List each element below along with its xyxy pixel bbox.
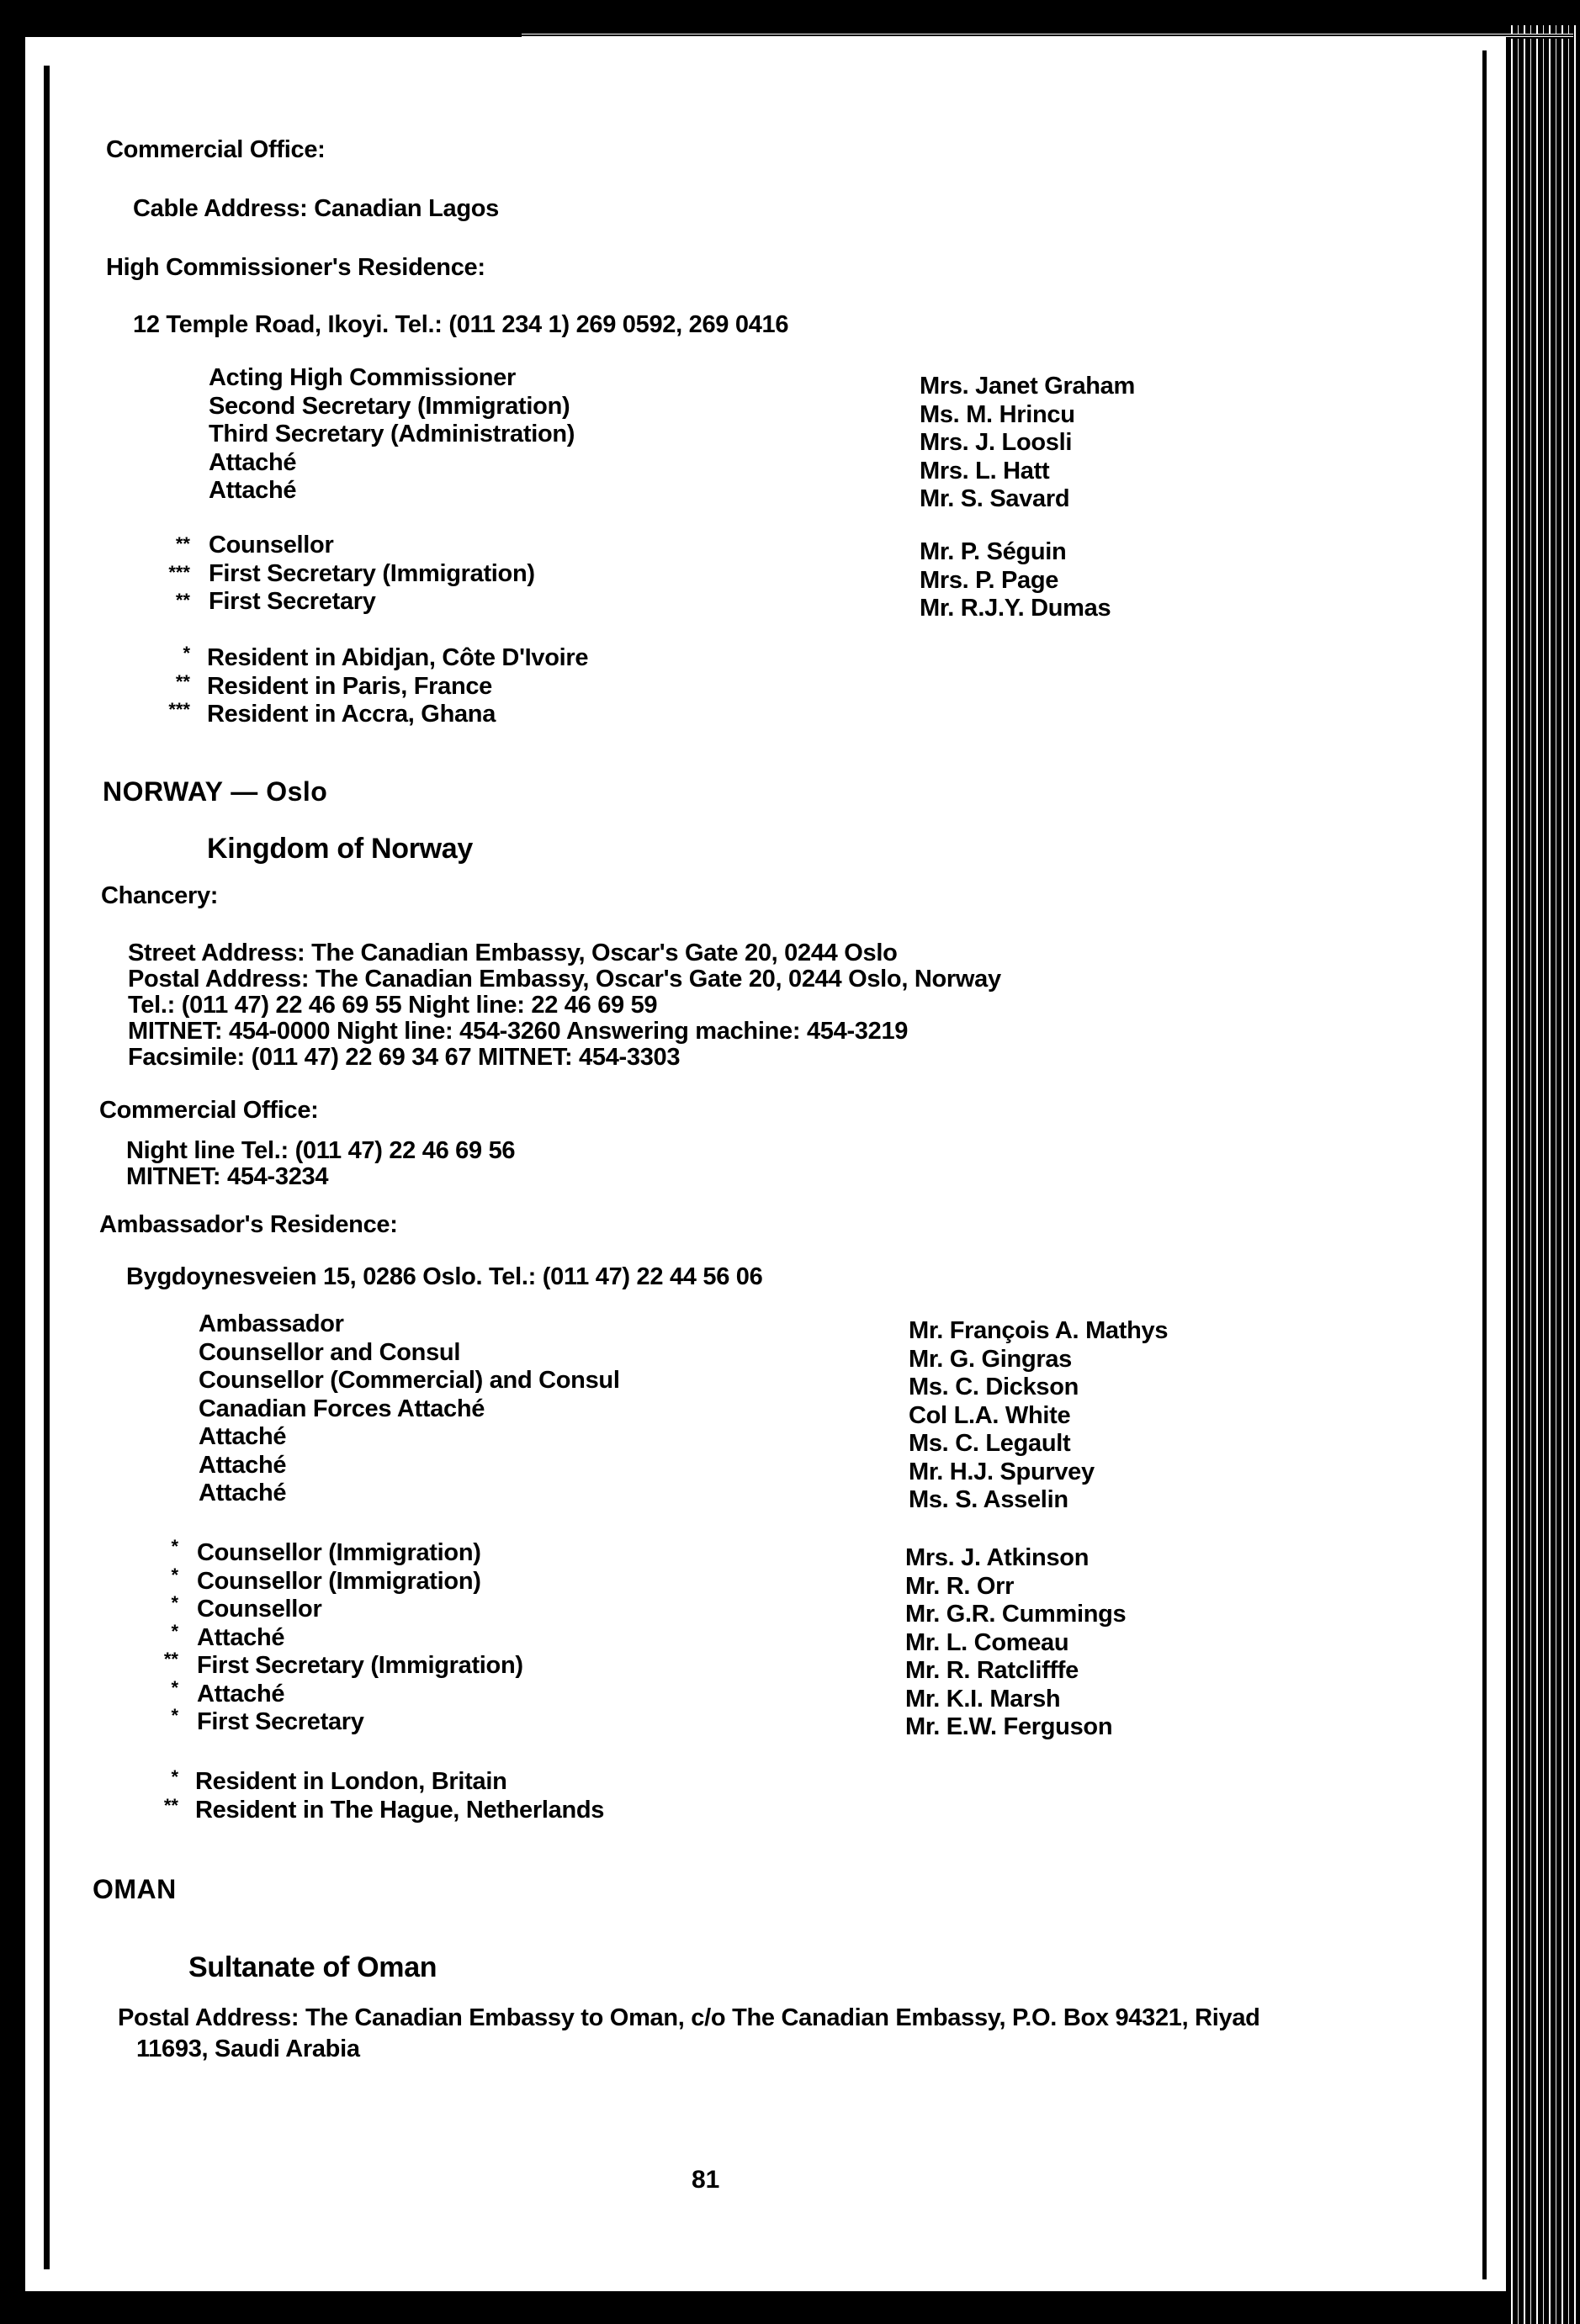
chancery-line: Tel.: (011 47) 22 46 69 55 Night line: 22 46 69 59 [128,992,658,1019]
staff-title: Counsellor (Immigration) [197,1539,481,1566]
commercial-line: Night line Tel.: (011 47) 22 46 69 56 [126,1137,516,1164]
oman-postal-line: Postal Address: The Canadian Embassy to Oman, c/o The Canadian Embassy, P.O. Box 94321, Riyad [118,2004,1260,2031]
commercial-office-heading: Commercial Office: [106,136,326,163]
footnote-mark: ** [175,590,190,611]
staff-title: First Secretary (Immigration) [209,559,535,587]
norway-heading: NORWAY — Oslo [103,776,328,807]
nigeria-note-marks [156,639,190,724]
staff-title: First Secretary [209,588,376,615]
staff-name: Ms. C. Dickson [909,1374,1079,1400]
footnote-text: Resident in Accra, Ghana [207,701,496,728]
norway-nonres-names [905,1544,1126,1742]
norway-notes [195,1768,604,1824]
footnote-text: Resident in The Hague, Netherlands [195,1796,605,1824]
norway-nonres-titles [197,1539,523,1737]
staff-name: Mr. François A. Mathys [909,1317,1169,1344]
footnote-mark: *** [168,699,190,720]
nigeria-nonres-names [920,538,1111,623]
staff-title: First Secretary (Immigration) [197,1652,523,1679]
footnote-mark: * [171,1536,178,1557]
norway-staff-names [909,1317,1168,1515]
ambassador-residence-heading: Ambassador's Residence: [99,1211,398,1238]
norway-note-marks [145,1763,178,1819]
staff-title: Second Secretary (Immigration) [209,392,570,420]
footnote-mark: *** [168,561,190,583]
footnote-text: Resident in Paris, France [207,672,493,700]
ambassador-residence-address: Bygdoynesveien 15, 0286 Oslo. Tel.: (011 47) 22 44 56 06 [126,1263,763,1290]
staff-title: Counsellor (Commercial) and Consul [199,1367,620,1394]
staff-title: Attaché [199,1480,287,1506]
staff-name: Mr. R. Ratclifffe [905,1657,1079,1684]
staff-title: Canadian Forces Attaché [199,1395,485,1422]
staff-name: Mrs. J. Loosli [920,429,1073,456]
nigeria-notes [207,644,588,729]
staff-title: Counsellor [197,1596,322,1623]
footnote-mark: * [171,1705,178,1726]
left-border-line [44,66,50,2269]
staff-name: Ms. M. Hrincu [920,400,1075,428]
residence-address: 12 Temple Road, Ikoyi. Tel.: (011 234 1) 269 0592, 269 0416 [133,311,789,338]
commercial-line: MITNET: 454-3234 [126,1163,329,1190]
staff-name: Mr. H.J. Spurvey [909,1458,1095,1485]
oman-heading: OMAN [93,1874,177,1904]
footnote-text: Resident in London, Britain [195,1768,507,1795]
staff-title: Attaché [199,1451,287,1479]
footnote-mark: * [171,1766,178,1787]
staff-name: Mrs. L. Hatt [920,457,1050,484]
chancery-line: Facsimile: (011 47) 22 69 34 67 MITNET: 454-3303 [128,1044,681,1071]
staff-title: Acting High Commissioner [209,364,516,391]
footnote-mark: ** [175,670,190,692]
norway-subheading: Kingdom of Norway [207,833,474,865]
staff-title: Attaché [197,1680,285,1707]
right-border-line [1482,50,1487,2279]
staff-name: Mr. E.W. Ferguson [905,1713,1113,1740]
staff-name: Ms. C. Legault [909,1430,1071,1457]
norway-staff-titles [199,1310,620,1508]
footnote-mark: ** [175,533,190,554]
norway-commercial-heading: Commercial Office: [99,1097,319,1124]
staff-title: Attaché [197,1623,285,1651]
footnote-mark: * [171,1620,178,1642]
nigeria-staff-titles [209,364,575,506]
staff-name: Mrs. J. Atkinson [905,1544,1090,1571]
footnote-mark: ** [163,1649,178,1670]
staff-title: Attaché [209,477,297,504]
staff-name: Mr. G.R. Cummings [905,1601,1127,1628]
residence-heading: High Commissioner's Residence: [106,254,485,281]
chancery-line: Street Address: The Canadian Embassy, Oscar's Gate 20, 0244 Oslo [128,940,898,966]
cable-address: Cable Address: Canadian Lagos [133,195,499,222]
norway-commercial-lines [126,1138,515,1190]
page-number: 81 [692,2166,720,2194]
footnote-mark: ** [163,1794,178,1816]
norway-nonres-marks [145,1533,178,1730]
chancery-line: MITNET: 454-0000 Night line: 454-3260 Answering machine: 454-3219 [128,1018,909,1045]
footnote-mark: * [171,1592,178,1613]
staff-title: Counsellor [209,532,334,559]
staff-name: Ms. S. Asselin [909,1486,1068,1513]
staff-name: Mr. G. Gingras [909,1345,1073,1373]
staff-name: Col L.A. White [909,1401,1071,1429]
staff-name: Mr. S. Savard [920,485,1070,512]
staff-name: Mr. K.I. Marsh [905,1685,1061,1713]
oman-postal-line: 11693, Saudi Arabia [136,2035,360,2062]
chancery-address [128,940,1001,1071]
staff-title: Third Secretary (Administration) [209,421,575,447]
staff-name: Mr. R.J.Y. Dumas [920,595,1111,622]
staff-title: Attaché [199,1423,287,1450]
staff-name: Mr. R. Orr [905,1572,1015,1600]
staff-title: Attaché [209,448,297,476]
staff-name: Mrs. Janet Graham [920,373,1135,400]
staff-name: Mr. L. Comeau [905,1628,1069,1656]
staff-title: Ambassador [199,1310,344,1337]
footnote-mark: * [171,1564,178,1586]
staff-name: Mr. P. Séguin [920,538,1067,565]
staff-name: Mrs. P. Page [920,566,1059,594]
chancery-line: Postal Address: The Canadian Embassy, Oscar's Gate 20, 0244 Oslo, Norway [128,966,1001,993]
staff-title: Counsellor and Consul [199,1338,461,1366]
nigeria-nonres-marks [156,530,190,615]
chancery-heading: Chancery: [101,882,219,909]
nigeria-staff-names [920,373,1135,514]
footnote-mark: * [171,1676,178,1698]
staff-title: Counsellor (Immigration) [197,1567,481,1595]
footnote-text: Resident in Abidjan, Côte D'Ivoire [207,644,589,671]
nigeria-nonres-titles [209,532,535,617]
oman-subheading: Sultanate of Oman [188,1951,437,1983]
book-spine-edge [1506,25,1580,2324]
footnote-mark: * [183,643,190,664]
staff-title: First Secretary [197,1708,364,1735]
